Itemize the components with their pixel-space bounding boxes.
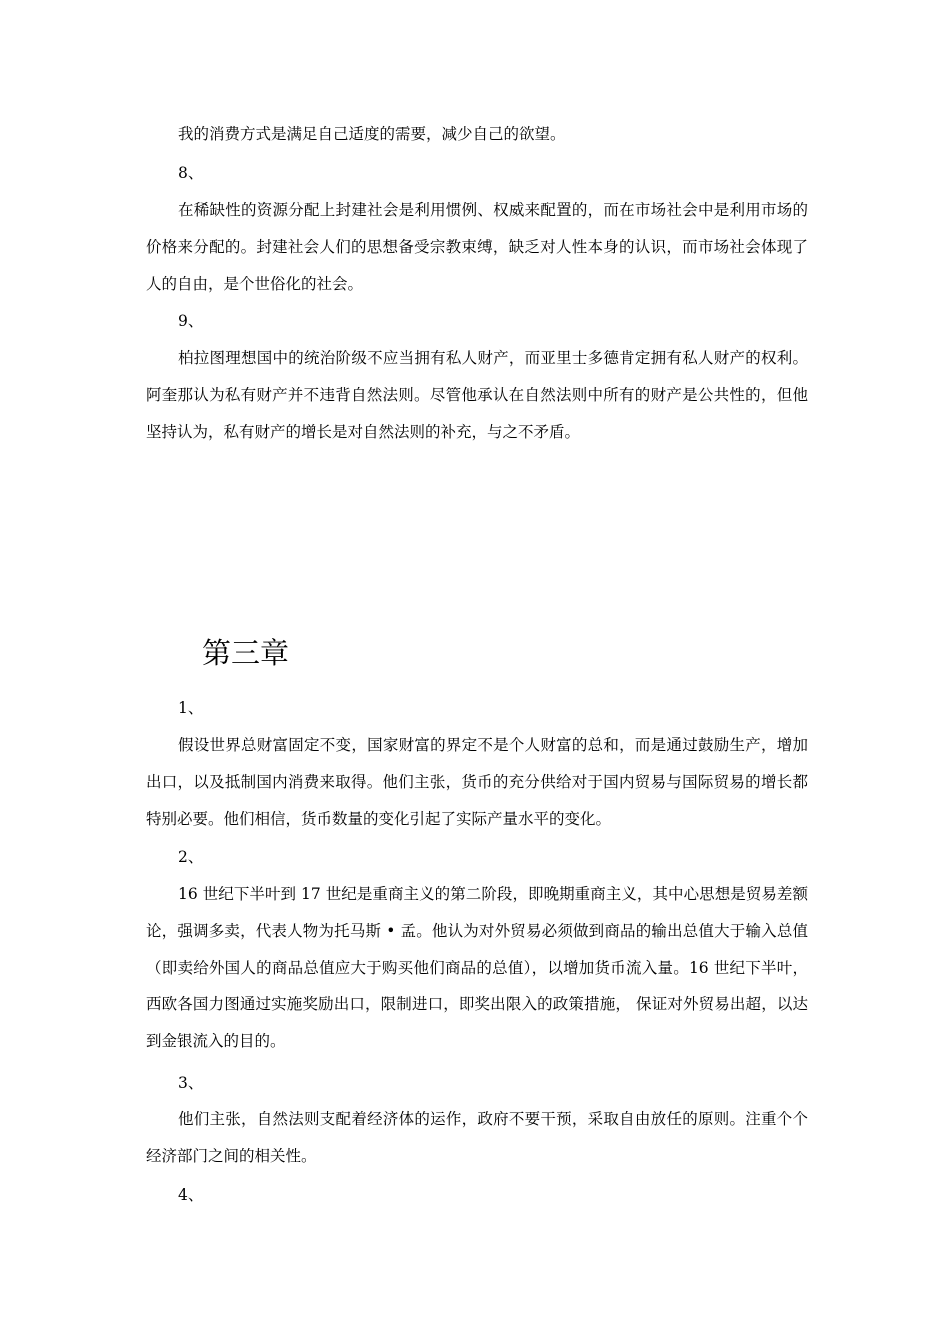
paragraph-item-8: 在稀缺性的资源分配上封建社会是利用惯例、权威来配置的，而在市场社会中是利用市场的价格来分配的。封建社会人们的思想备受宗教束缚，缺乏对人性本身的认识，而市场社会体现了人的自由，是个世俗化的社会。 — [146, 201, 808, 293]
item-number-2: 2、 — [178, 848, 204, 866]
chapter-title: 第三章 — [202, 636, 290, 670]
item-number-8: 8、 — [178, 164, 204, 182]
item-number-3: 3、 — [178, 1074, 204, 1092]
item-number-1: 1、 — [178, 699, 204, 717]
paragraph-item-3: 他们主张，自然法则支配着经济体的运作，政府不要干预，采取自由放任的原则。注重个个经济部门之间的相关性。 — [146, 1110, 808, 1165]
item-number-9: 9、 — [178, 312, 204, 330]
paragraph-item-9: 柏拉图理想国中的统治阶级不应当拥有私人财产，而亚里士多德肯定拥有私人财产的权利。阿奎那认为私有财产并不违背自然法则。尽管他承认在自然法则中所有的财产是公共性的，但他坚持认为，私有财产的增长是对自然法则的补充，与之不矛盾。 — [146, 349, 808, 441]
paragraph-item-1: 假设世界总财富固定不变，国家财富的界定不是个人财富的总和，而是通过鼓励生产，增加出口，以及抵制国内消费来取得。他们主张，货币的充分供给对于国内贸易与国际贸易的增长都特别必要。他们相信，货币数量的变化引起了实际产量水平的变化。 — [146, 736, 808, 828]
paragraph-item-2: 16 世纪下半叶到 17 世纪是重商主义的第二阶段，即晚期重商主义，其中心思想是贸易差额论，强调多卖，代表人物为托马斯 • 孟。他认为对外贸易必须做到商品的输出总值大于输入总值（即卖给外国人的商品总值应大于购买他们商品的总值），以增加货币流入量。16 世纪下半叶，西欧各国力图通过实施奖励出口，限制进口，即奖出限入的政策措施， 保证对外贸易出超，以达到金银流入的目的。 — [146, 885, 808, 1051]
paragraph-intro: 我的消费方式是满足自己适度的需要，减少自己的欲望。 — [178, 125, 566, 143]
item-number-4: 4、 — [178, 1186, 204, 1204]
